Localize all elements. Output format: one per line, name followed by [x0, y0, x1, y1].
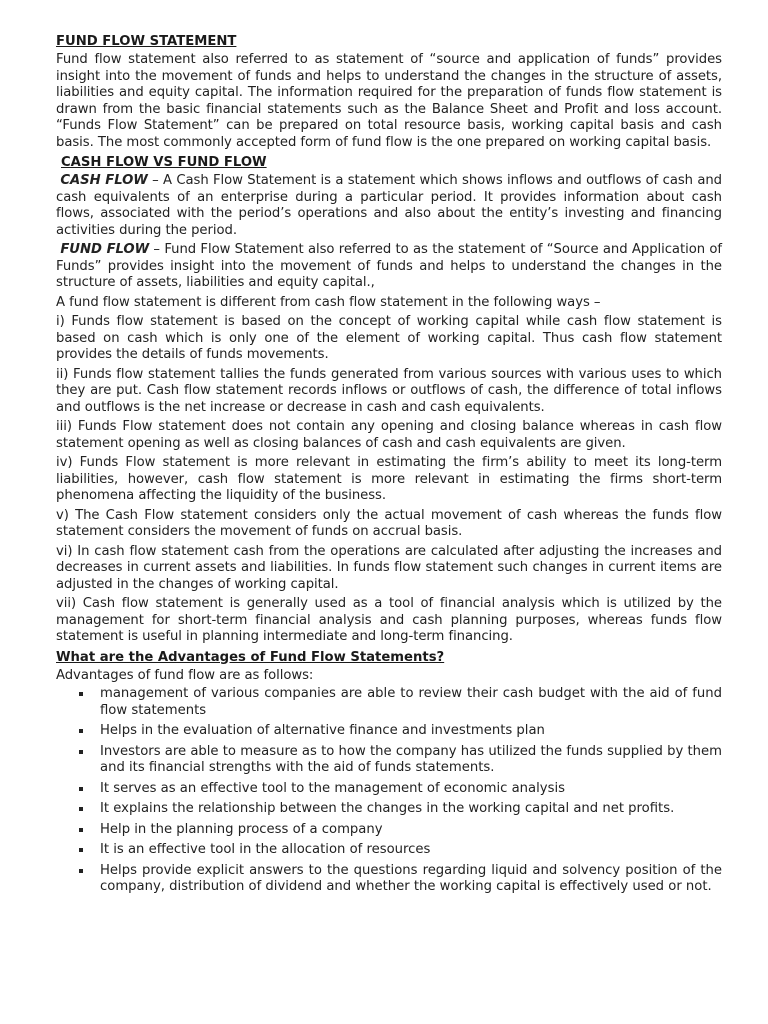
list-item [56, 863, 722, 896]
list-item-text: Helps in the evaluation of alternative finance and investments plan [100, 723, 545, 738]
fund-flow-definition [56, 242, 722, 292]
bullet-icon [79, 848, 83, 852]
list-item-text: It serves as an effective tool to the management of economic analysis [100, 780, 565, 796]
list-item [56, 744, 722, 777]
bullet-icon [79, 869, 83, 873]
bullet-icon [79, 807, 83, 811]
list-item-text: It explains the relationship between the changes in the working capital and net profits. [100, 801, 675, 816]
list-item [56, 723, 722, 740]
list-item-text: management of various companies are able to review their cash budget with the aid of fund flow statements [100, 686, 722, 718]
bullet-icon [79, 787, 83, 791]
difference-point: ii) Funds flow statement tallies the funds generated from various sources with various uses to which they are put. Cash flow statement records inflows or outflows of cash, the difference of total inflows and outflows is the net increase or decrease in cash and cash equivalents. [56, 366, 722, 415]
difference-point: vii) Cash flow statement is generally used as a tool of financial analysis which is utilized by the management for short-term financial analysis and cash planning purposes, whereas funds flow statement is useful in planning intermediate and long-term financing. [56, 596, 722, 644]
advantages-intro: Advantages of fund flow are as follows: [56, 667, 314, 683]
difference-point: v) The Cash Flow statement considers only the actual movement of cash whereas the funds flow statement considers the movement of funds on accrual basis. [56, 507, 722, 539]
list-item-text: Investors are able to measure as to how the company has utilized the funds supplied by them and its financial strengths with the aid of funds statements. [100, 743, 722, 775]
fund-flow-text: – Fund Flow Statement also referred to as the statement of “Source and Application of Funds” provides insight into the movement of funds and helps to understand the changes in the structure of assets, liabilities and equity capital., [56, 242, 722, 290]
difference-point: i) Funds flow statement is based on the concept of working capital while cash flow statement is based on cash which is only one of the element of working capital. Thus cash flow statement provides the details of funds movements. [56, 314, 722, 362]
list-item [56, 781, 722, 798]
difference-point: iii) Funds Flow statement does not contain any opening and closing balance whereas in cash flow statement opening as well as closing balances of cash and cash equivalents are given. [56, 419, 722, 451]
difference-point: iv) Funds Flow statement is more relevant in estimating the firm’s ability to meet its long-term liabilities, however, cash flow statement is more relevant in estimating the firms short-term phenomena affecting the liquidity of the business. [56, 455, 722, 503]
cash-flow-definition [56, 173, 722, 239]
list-item [56, 686, 722, 719]
list-item [56, 822, 722, 839]
cash-flow-text: – A Cash Flow Statement is a statement which shows inflows and outflows of cash and cash equivalents of an enterprise during a particular period. It provides information about cash flows, associated with the period’s operations and also about the entity’s investing and financing activities during the period. [56, 173, 722, 238]
list-item-text: Help in the planning process of a company [100, 821, 383, 837]
intro-paragraph: Fund flow statement also referred to as statement of “source and application of funds” provides insight into the movement of funds and helps to understand the changes in the structure of assets, liabilities and equity capital. The information required for the preparation of funds flow statement is drawn from the basic financial statements such as the Balance Sheet and Profit and loss account. “Funds Flow Statement” can be prepared on total resource basis, working capital basis and cash basis. The most commonly accepted form of fund flow is the one prepared on working capital basis. [56, 52, 722, 150]
bullet-icon [79, 692, 83, 696]
bullet-icon [79, 828, 83, 832]
bullet-icon [79, 729, 83, 733]
list-item-text: Helps provide explicit answers to the questions regarding liquid and solvency position of the company, distribution of dividend and whether the working capital is effectively used or not. [100, 862, 722, 894]
difference-point: vi) In cash flow statement cash from the operations are calculated after adjusting the increases and decreases in current assets and liabilities. In funds flow statement such changes in current items are adjusted in the changes of working capital. [56, 543, 722, 592]
cash-flow-term: CASH FLOW [60, 173, 148, 188]
list-item [56, 801, 722, 818]
section-heading-cash-vs-fund: CASH FLOW VS FUND FLOW [61, 155, 267, 170]
advantages-list [56, 686, 722, 896]
section-heading-advantages: What are the Advantages of Fund Flow Statements? [56, 649, 445, 665]
difference-intro: A fund flow statement is different from cash flow statement in the following ways – [56, 294, 601, 310]
bullet-icon [79, 750, 83, 754]
page-title: FUND FLOW STATEMENT [56, 34, 237, 49]
list-item-text: It is an effective tool in the allocation of resources [100, 842, 431, 857]
list-item [56, 842, 722, 859]
fund-flow-term: FUND FLOW [60, 242, 150, 257]
